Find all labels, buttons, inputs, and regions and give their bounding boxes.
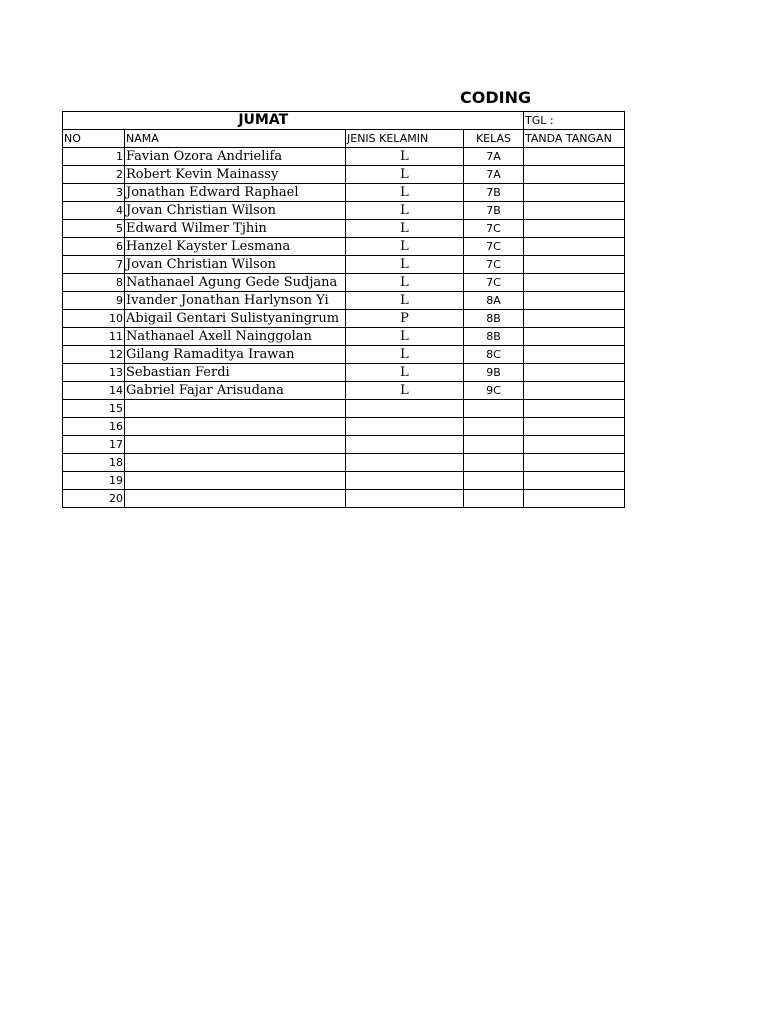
signature-cell[interactable] bbox=[524, 310, 625, 328]
table-row bbox=[63, 382, 625, 400]
signature-cell[interactable] bbox=[524, 490, 625, 508]
gender-cell bbox=[346, 454, 464, 472]
table-row bbox=[63, 346, 625, 364]
table-row bbox=[63, 400, 625, 418]
table-row bbox=[63, 364, 625, 382]
column-header-row bbox=[63, 130, 625, 148]
table-row bbox=[63, 256, 625, 274]
row-number-cell: 20 bbox=[63, 490, 125, 508]
row-number-cell: 13 bbox=[63, 364, 125, 382]
table-row bbox=[63, 310, 625, 328]
sheet-title: CODING bbox=[460, 88, 532, 107]
student-name-cell: Gabriel Fajar Arisudana bbox=[125, 382, 346, 400]
student-name-cell bbox=[125, 400, 346, 418]
column-header-kelas: KELAS bbox=[464, 130, 524, 148]
class-cell: 7B bbox=[464, 202, 524, 220]
row-number-cell: 10 bbox=[63, 310, 125, 328]
row-number-cell: 2 bbox=[63, 166, 125, 184]
row-number-cell: 9 bbox=[63, 292, 125, 310]
row-number-cell: 16 bbox=[63, 418, 125, 436]
student-name-cell bbox=[125, 490, 346, 508]
student-name-cell bbox=[125, 454, 346, 472]
table-row bbox=[63, 202, 625, 220]
signature-cell[interactable] bbox=[524, 454, 625, 472]
class-cell: 8C bbox=[464, 346, 524, 364]
column-header-no: NO bbox=[63, 130, 125, 148]
signature-cell[interactable] bbox=[524, 346, 625, 364]
student-name-cell: Gilang Ramaditya Irawan bbox=[125, 346, 346, 364]
row-number-cell: 6 bbox=[63, 238, 125, 256]
header-blank-cell bbox=[464, 112, 524, 130]
gender-cell: L bbox=[346, 148, 464, 166]
student-name-cell: Ivander Jonathan Harlynson Yi bbox=[125, 292, 346, 310]
row-number-cell: 4 bbox=[63, 202, 125, 220]
class-cell: 7A bbox=[464, 166, 524, 184]
class-cell: 9B bbox=[464, 364, 524, 382]
class-cell: 7C bbox=[464, 220, 524, 238]
class-cell bbox=[464, 400, 524, 418]
gender-cell: L bbox=[346, 184, 464, 202]
class-cell: 9C bbox=[464, 382, 524, 400]
signature-cell[interactable] bbox=[524, 400, 625, 418]
gender-cell: L bbox=[346, 292, 464, 310]
signature-cell[interactable] bbox=[524, 238, 625, 256]
table-row bbox=[63, 436, 625, 454]
gender-cell: L bbox=[346, 364, 464, 382]
gender-cell bbox=[346, 472, 464, 490]
class-cell: 7C bbox=[464, 274, 524, 292]
row-number-cell: 14 bbox=[63, 382, 125, 400]
signature-cell[interactable] bbox=[524, 220, 625, 238]
day-header-row bbox=[63, 112, 625, 130]
class-cell bbox=[464, 418, 524, 436]
gender-cell: L bbox=[346, 256, 464, 274]
table-row bbox=[63, 328, 625, 346]
row-number-cell: 11 bbox=[63, 328, 125, 346]
student-name-cell: Jovan Christian Wilson bbox=[125, 256, 346, 274]
signature-cell[interactable] bbox=[524, 418, 625, 436]
row-number-cell: 15 bbox=[63, 400, 125, 418]
student-name-cell: Nathanael Axell Nainggolan bbox=[125, 328, 346, 346]
day-label: JUMAT bbox=[63, 112, 464, 130]
row-number-cell: 19 bbox=[63, 472, 125, 490]
gender-cell: L bbox=[346, 382, 464, 400]
gender-cell bbox=[346, 436, 464, 454]
table-row bbox=[63, 472, 625, 490]
class-cell: 7C bbox=[464, 238, 524, 256]
signature-cell[interactable] bbox=[524, 274, 625, 292]
row-number-cell: 3 bbox=[63, 184, 125, 202]
signature-cell[interactable] bbox=[524, 364, 625, 382]
student-name-cell: Sebastian Ferdi bbox=[125, 364, 346, 382]
student-name-cell bbox=[125, 418, 346, 436]
gender-cell: L bbox=[346, 202, 464, 220]
signature-cell[interactable] bbox=[524, 292, 625, 310]
row-number-cell: 5 bbox=[63, 220, 125, 238]
attendance-table bbox=[62, 111, 625, 508]
column-header-jenis-kelamin: JENIS KELAMIN bbox=[346, 130, 464, 148]
gender-cell: L bbox=[346, 220, 464, 238]
table-row bbox=[63, 274, 625, 292]
class-cell bbox=[464, 490, 524, 508]
signature-cell[interactable] bbox=[524, 166, 625, 184]
signature-cell[interactable] bbox=[524, 436, 625, 454]
date-label: TGL : bbox=[524, 112, 625, 130]
class-cell: 8B bbox=[464, 328, 524, 346]
table-row bbox=[63, 220, 625, 238]
table-row bbox=[63, 490, 625, 508]
table-row bbox=[63, 238, 625, 256]
student-name-cell bbox=[125, 436, 346, 454]
row-number-cell: 8 bbox=[63, 274, 125, 292]
student-name-cell: Jovan Christian Wilson bbox=[125, 202, 346, 220]
class-cell: 8A bbox=[464, 292, 524, 310]
gender-cell: L bbox=[346, 274, 464, 292]
signature-cell[interactable] bbox=[524, 328, 625, 346]
table-row bbox=[63, 418, 625, 436]
row-number-cell: 18 bbox=[63, 454, 125, 472]
column-header-nama: NAMA bbox=[125, 130, 346, 148]
gender-cell: P bbox=[346, 310, 464, 328]
student-name-cell: Edward Wilmer Tjhin bbox=[125, 220, 346, 238]
table-row bbox=[63, 292, 625, 310]
row-number-cell: 1 bbox=[63, 148, 125, 166]
signature-cell[interactable] bbox=[524, 202, 625, 220]
column-header-tanda-tangan: TANDA TANGAN bbox=[524, 130, 625, 148]
row-number-cell: 7 bbox=[63, 256, 125, 274]
class-cell bbox=[464, 472, 524, 490]
gender-cell: L bbox=[346, 328, 464, 346]
gender-cell: L bbox=[346, 238, 464, 256]
signature-cell[interactable] bbox=[524, 184, 625, 202]
class-cell: 7B bbox=[464, 184, 524, 202]
student-name-cell: Favian Ozora Andrielifa bbox=[125, 148, 346, 166]
class-cell bbox=[464, 454, 524, 472]
student-name-cell: Jonathan Edward Raphael bbox=[125, 184, 346, 202]
class-cell: 7C bbox=[464, 256, 524, 274]
table-row bbox=[63, 454, 625, 472]
gender-cell: L bbox=[346, 346, 464, 364]
gender-cell bbox=[346, 400, 464, 418]
table-row bbox=[63, 184, 625, 202]
class-cell: 7A bbox=[464, 148, 524, 166]
gender-cell: L bbox=[346, 166, 464, 184]
class-cell: 8B bbox=[464, 310, 524, 328]
row-number-cell: 12 bbox=[63, 346, 125, 364]
signature-cell[interactable] bbox=[524, 382, 625, 400]
student-name-cell bbox=[125, 472, 346, 490]
table-row bbox=[63, 166, 625, 184]
signature-cell[interactable] bbox=[524, 472, 625, 490]
class-cell bbox=[464, 436, 524, 454]
signature-cell[interactable] bbox=[524, 256, 625, 274]
gender-cell bbox=[346, 418, 464, 436]
table-row bbox=[63, 148, 625, 166]
signature-cell[interactable] bbox=[524, 148, 625, 166]
student-name-cell: Robert Kevin Mainassy bbox=[125, 166, 346, 184]
row-number-cell: 17 bbox=[63, 436, 125, 454]
student-name-cell: Abigail Gentari Sulistyaningrum bbox=[125, 310, 346, 328]
student-name-cell: Nathanael Agung Gede Sudjana bbox=[125, 274, 346, 292]
student-name-cell: Hanzel Kayster Lesmana bbox=[125, 238, 346, 256]
gender-cell bbox=[346, 490, 464, 508]
